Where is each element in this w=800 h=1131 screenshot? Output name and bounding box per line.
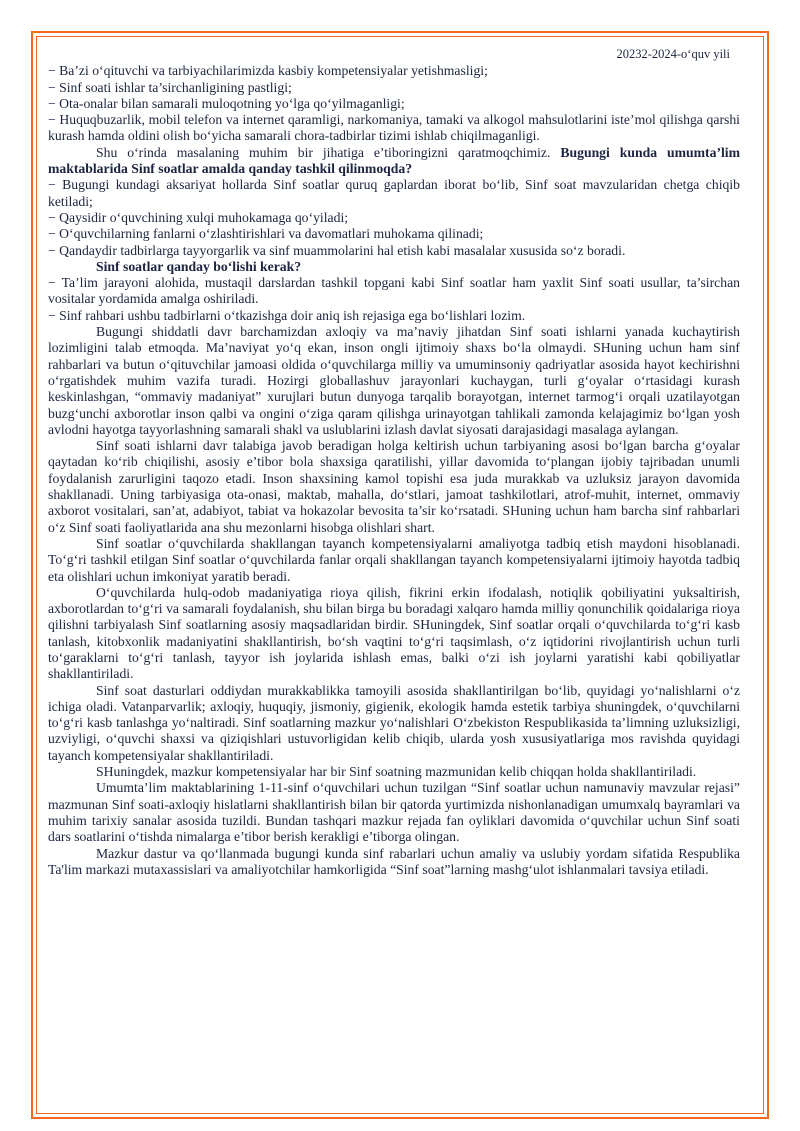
list-item: − Qandaydir tadbirlarga tayyorgarlik va sinf muammolarini hal etish kabi masalalar xususida so‘z boradi. [48,242,626,258]
question-bold: Bugungi kunda umumta’lim maktablarida Sinf soatlar amalda qanday tashkil qilinmoqda? [48,144,741,177]
question-paragraph [48,145,740,178]
list-item: − Ba’zi o‘qituvchi va tarbiyachilarimizda kasbiy kompetensiyalar yetishmasligi; [48,63,488,79]
body-paragraph: Sinf soat dasturlari oddiydan murakkablikka tamoyili asosida shakllantirilgan bo‘lib, quyidagi yo‘nalishlarni o‘z ichiga oladi. Vatanparvarlik; axloqiy, huquqiy, jismoniy, gigienik, ekologik hamda estetik tarbiya shuningdek, o‘quvchilarni to‘g‘ri kasb tanlashga yo‘naltiradi. Sinf soatlarning mazkur yo‘nalishlari O‘zbekiston Respublikasida ta’limning uzluksizligi, uzviyligi, o‘quvchi shaxsi va qiziqishlari ustuvorligidan kelib chiqib, ularda yosh xususiyatlariga mos ravishda quyidagi tayanch kompetensiyalar shakllantiriladi. [48,682,740,763]
list-item: − Huquqbuzarlik, mobil telefon va internet qaramligi, narkomaniya, tamaki va alkogol mahsulotlarini iste’mol qilishga qarshi kurash hamda oldini olish bo‘yicha samarali chora-tadbirlar tizimi ishlab chiqilmaganligi. [48,112,740,144]
academic-year: 20232-2024-o‘quv yili [616,47,730,61]
body-paragraph: Mazkur dastur va qo‘llanmada bugungi kunda sinf rabarlari uchun amaliy va uslubiy yordam sifatida Respublika Ta'lim markazi mutaxassislari va amaliyotchilar hamkorligida “Sinf soat”larning mashg‘ulot ishlanmalari tavsiya etiladi. [48,845,740,877]
body-paragraph: Umumta’lim maktablarining 1-11-sinf o‘quvchilari uchun tuzilgan “Sinf soatlar uchun namunaviy mavzular rejasi” mazmunan Sinf soati-axloqiy hislatlarni shakllantirish bilan bir qatorda yurtimizda nishonlanadigan umumxalq bayramlari va muhim tarixiy sanalar asosida tuzildi. Bundan tashqari mazkur rejada fan oyliklari davomida o‘quvchilar uchun Sinf soati dars soatlarini o‘tishda nimalarga e’tibor berish kerakligi e’tiborga olingan. [48,780,740,845]
body-paragraph: Sinf soatlar o‘quvchilarda shakllangan tayanch kompetensiyalarni amaliyotga tadbiq etish maydoni hisoblanadi. To‘g‘ri tashkil etilgan Sinf soatlar o‘quvchilarda fanlar orqali shakllangan tayanch kompetensiyalarni ijtimoiy hayotda tadbiq eta olishlari uchun imkoniyat yaratib beradi. [48,535,740,584]
list-item: − Bugungi kundagi aksariyat hollarda Sinf soatlar quruq gaplardan iborat bo‘lib, Sinf soat mavzularidan chetga chiqib ketiladi; [48,177,740,209]
section-heading: Sinf soatlar qanday bo‘lishi kerak? [96,258,302,274]
list-item: − Ta’lim jarayoni alohida, mustaqil darslardan tashkil topgani kabi Sinf soatlar ham yaxlit Sinf soati usullar, ta’sirchan vositalar yordamida amalga oshiriladi. [48,275,740,307]
body-paragraph: O‘quvchilarda hulq-odob madaniyatiga rioya qilish, fikrini erkin ifodalash, notiqlik qobiliyatini yuksaltirish, axborotlardan to‘g‘ri va samarali foydalanish, shu bilan birga bu boradagi xalqaro hamda milliy qonunchilik qoidalariga rioya qilishni tarbiyalash Sinf soatlarning asosiy maqsadlaridan birdir. SHuningdek, Sinf soatlar orqali o‘quvchilarda to‘g‘ri kasb tanlash, kitobxonlik madaniyatini shakllantirish, bo‘sh vaqtini to‘g‘ri taqsimlash, o‘z iqtidorini rivojlantirish uchun turli to‘garaklarni to‘g‘ri tanlash, tayyor ish joylarida ishlash emas, balki o‘zi ish joylarni yaratishi kabi qobiliyatlar shakllantiriladi. [48,584,740,682]
list-item: − Ota-onalar bilan samarali muloqotning yo‘lga qo‘yilmaganligi; [48,95,405,111]
list-item: − O‘quvchilarning fanlarni o‘zlashtirishlari va davomatlari muhokama qilinadi; [48,226,484,242]
body-paragraph: Bugungi shiddatli davr barchamizdan axloqiy va ma’naviy jihatdan Sinf soati ishlarni yanada kuchaytirish lozimligini talab etmoqda. Ma’naviyat yo‘q ekan, inson ongli ijtimoiy shaxs bo‘la olmaydi. SHuning uchun ham sinf rahbarlari va butun o‘qituvchilar jamoasi oldida o‘quvchilarga milliy va umuminsoniy qadriyatlar asosida hayot kechirishni o‘rgatishdek muhim vazifa turadi. Hozirgi globallashuv jarayonlari kuchaygan, turli g‘oyalar o‘rtasidagi kurash keskinlashgan, “ommaviy madaniyat” xurujlari butun dunyoga tarqalib borayotgan, internet tarmog‘i orqali uzatilayotgan buzg‘unchi axborotlar inson qalbi va ongini o‘ziga qaram qilishga urinayotgan tahlikali zamonda kelajagimiz bo‘lgan yosh avlodni hayotga tayyorlashning samarali shakl va uslublarini izlash davlat siyosati darajasidagi masalaga aylangan. [48,324,740,437]
list-item: − Qaysidir o‘quvchining xulqi muhokamaga qo‘yiladi; [48,209,349,225]
question-lead: Shu o‘rinda masalaning muhim bir jihatiga e’tiboringizni qaratmoqchimiz. [96,144,551,160]
list-item: − Sinf soati ishlar ta’sirchanligining pastligi; [48,79,292,95]
document-body [48,46,740,878]
body-paragraph: Sinf soati ishlarni davr talabiga javob beradigan holga keltirish uchun tarbiyaning asosi bo‘lgan barcha g‘oyalar qaytadan ko‘rib chiqilishi, asosiy e’tibor bola shaxsiga qaratilishi, yillar davomida to‘plangan ijobiy tajribadan unumli foydalanish zarurligini taqozo etadi. Inson shaxsining kamol topishi esa juda murakkab va uzluksiz jarayon davomida shakllanadi. Uning tarbiyasiga ota-onasi, maktab, mahalla, do‘stlari, jamoat tashkilotlari, atrof-muhit, internet, ommaviy axborot vositalari, san’at, adabiyot, tabiat va hokazolar bevosita ta’sir ko‘rsatadi. SHuning uchun ham barcha sinf rahbarlari o‘z Sinf soati faoliyatlarida ana shu mezonlarni hisobga olishlari shart. [48,438,740,535]
list-item: − Sinf rahbari ushbu tadbirlarni o‘tkazishga doir aniq ish rejasiga ega bo‘lishlari lozim. [48,307,526,323]
body-paragraph: SHuningdek, mazkur kompetensiyalar har bir Sinf soatning mazmunidan kelib chiqqan holda shakllantiriladi. [96,764,697,780]
